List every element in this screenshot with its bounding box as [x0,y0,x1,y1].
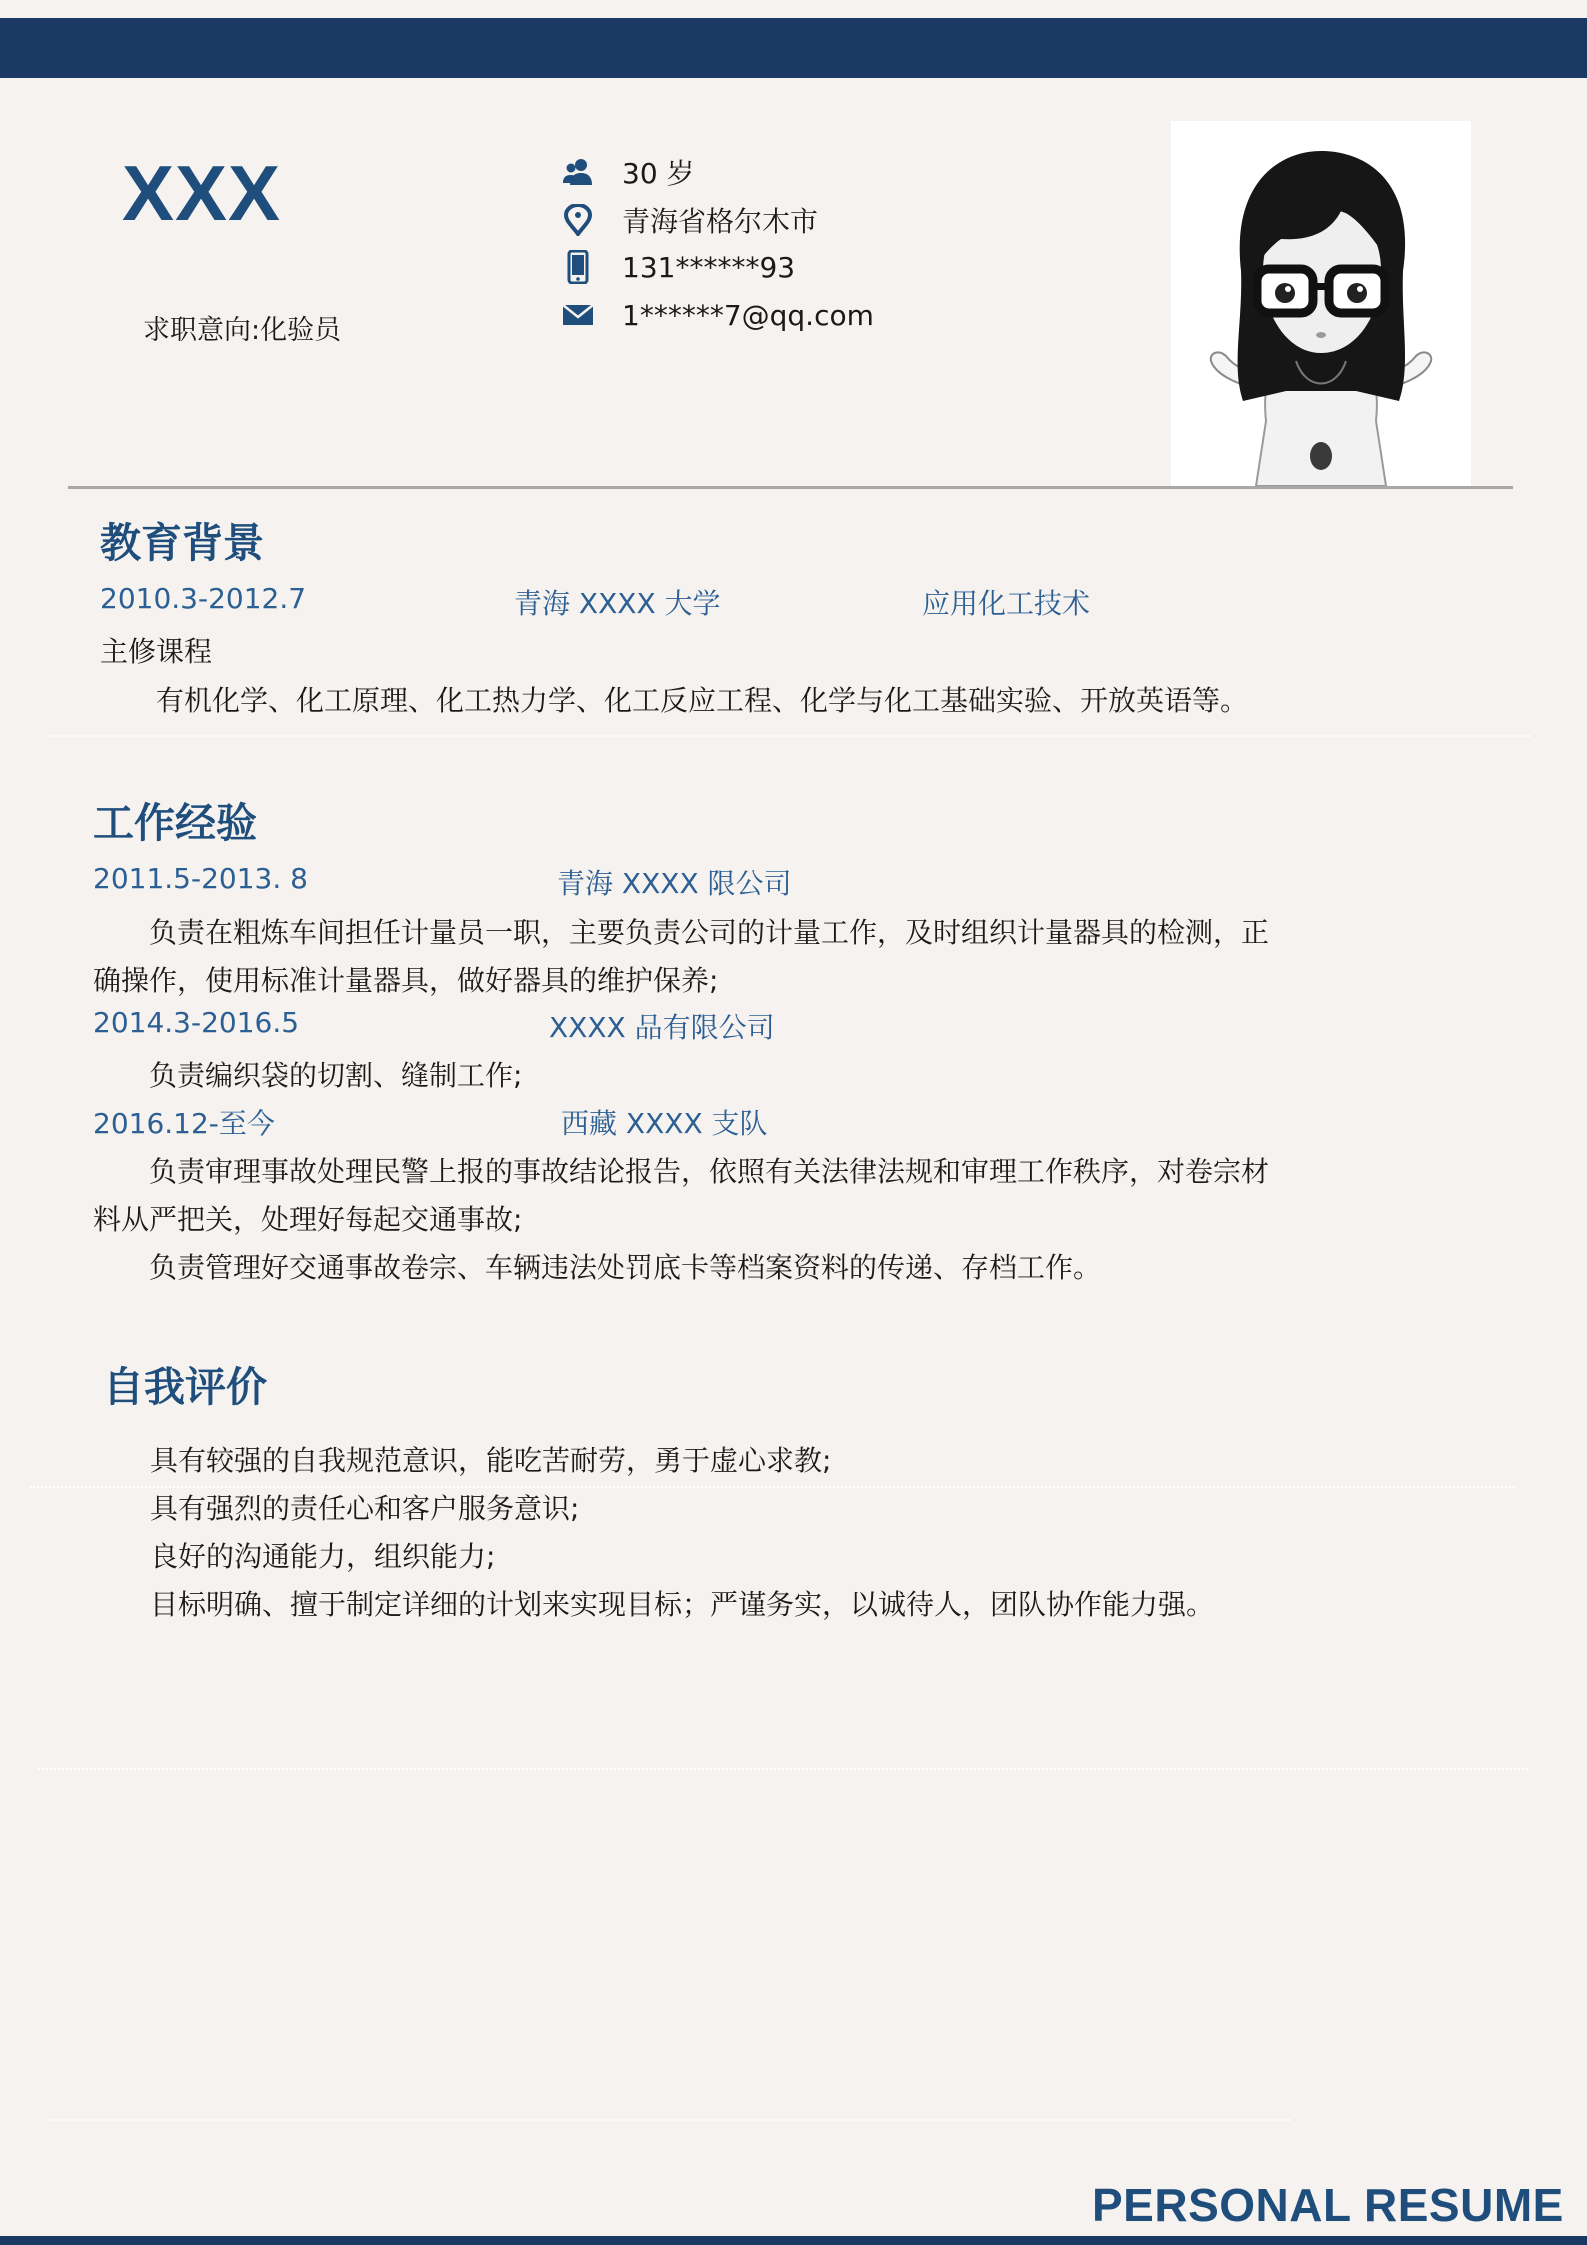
phone-icon [560,249,596,285]
bottom-banner-bar [0,2236,1587,2245]
self-eval-line: 具有强烈的责任心和客户服务意识; [150,1492,580,1525]
section-divider [38,1768,1528,1770]
education-period: 2010.3-2012.7 [100,582,307,615]
job-description-line: 负责在粗炼车间担任计量员一职，主要负责公司的计量工作，及时组织计量器具的检测，正 [149,916,1270,949]
job-description-line: 负责编织袋的切割、缝制工作; [149,1059,523,1092]
education-title: 教育背景 [100,519,264,567]
header-divider [68,486,1513,489]
candidate-name: XXX [122,149,282,237]
section-divider [45,2119,1290,2121]
section-divider [45,735,1530,737]
job-period: 2014.3-2016.5 [93,1006,300,1039]
location-pin-icon [560,202,596,238]
top-banner-bar [0,18,1587,78]
profile-photo [1171,121,1471,486]
mail-icon [560,297,596,333]
self-eval-line: 目标明确、擅于制定详细的计划来实现目标；严谨务实，以诚待人，团队协作能力强。 [150,1588,1215,1621]
email-text: 1******7@qq.com [622,298,874,332]
age-text: 30 岁 [622,157,695,190]
job-company: XXXX 品有限公司 [549,1011,775,1044]
job-description-line: 料从严把关，处理好每起交通事故; [93,1203,523,1236]
courses-label: 主修课程 [100,635,213,668]
job-period: 2011.5-2013. 8 [93,862,308,895]
education-school: 青海 XXXX 大学 [514,587,721,620]
phone-text: 131******93 [622,250,796,284]
self-eval-line: 良好的沟通能力，组织能力; [150,1540,496,1573]
courses-list: 有机化学、化工原理、化工热力学、化工反应工程、化学与化工基础实验、开放英语等。 [156,684,1249,717]
contact-phone [560,247,795,287]
footer-title: PERSONAL RESUME [1092,2179,1564,2231]
job-intent: 求职意向:化验员 [143,315,342,346]
job-company: 西藏 XXXX 支队 [561,1107,768,1140]
job-company: 青海 XXXX 限公司 [557,867,792,900]
work-title: 工作经验 [93,799,257,847]
contact-age [560,152,695,192]
contact-location [560,200,818,240]
education-major: 应用化工技术 [922,587,1091,620]
job-description-line: 负责审理事故处理民警上报的事故结论报告，依照有关法律法规和审理工作秩序，对卷宗材 [149,1155,1270,1188]
job-description-line: 确操作，使用标准计量器具，做好器具的维护保养; [93,964,719,997]
location-text: 青海省格尔木市 [622,205,819,238]
self-eval-title: 自我评价 [103,1363,267,1411]
self-eval-line: 具有较强的自我规范意识，能吃苦耐劳，勇于虚心求教; [150,1444,832,1477]
job-description-line: 负责管理好交通事故卷宗、车辆违法处罚底卡等档案资料的传递、存档工作。 [149,1251,1102,1284]
contact-email [560,295,874,335]
person-icon [560,154,596,190]
job-period: 2016.12-至今 [93,1107,275,1140]
